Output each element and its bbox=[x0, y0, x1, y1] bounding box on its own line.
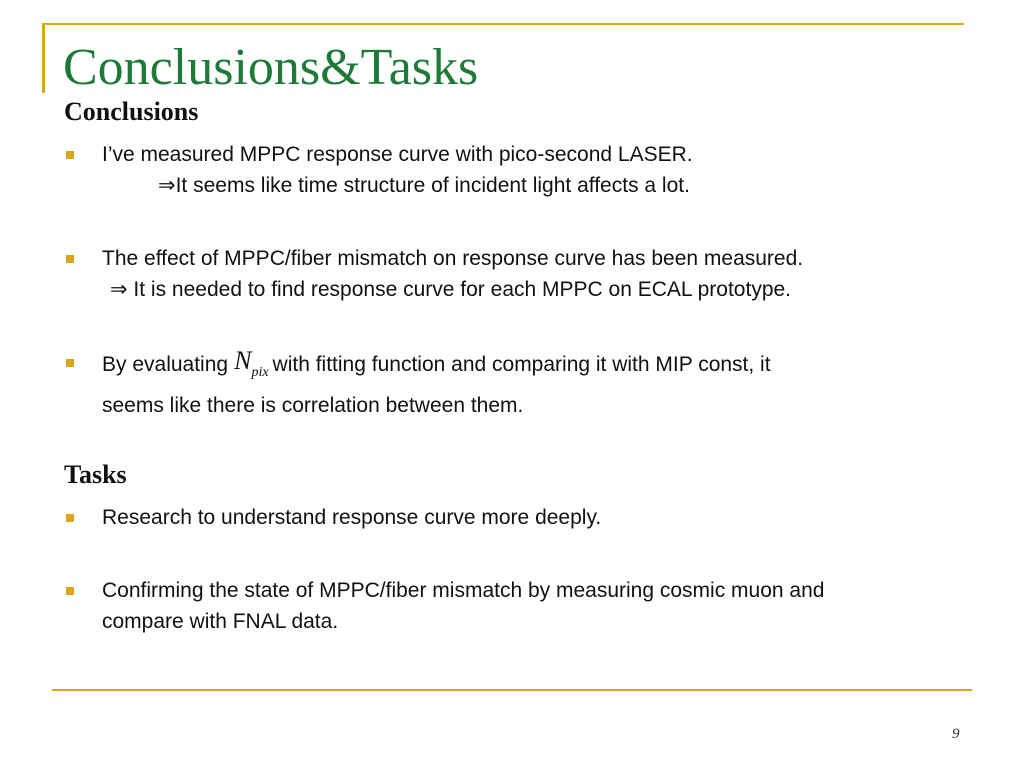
left-rule bbox=[42, 23, 45, 93]
math-subscript: pix bbox=[251, 365, 269, 380]
bullet-line: I’ve measured MPPC response curve with pico-second LASER. bbox=[102, 143, 693, 166]
top-rule bbox=[42, 23, 964, 25]
bullet-text-after-math: with fitting function and comparing it with MIP const, it bbox=[272, 353, 771, 376]
bullet-square-icon bbox=[66, 514, 74, 522]
slide-title: Conclusions&Tasks bbox=[63, 39, 479, 96]
bullet-text bbox=[102, 139, 992, 201]
bullet-square-icon bbox=[66, 255, 74, 263]
page-number: 9 bbox=[952, 726, 960, 742]
bottom-rule bbox=[52, 689, 972, 691]
bullet-line: seems like there is correlation between them. bbox=[102, 394, 524, 417]
bullet-line: compare with FNAL data. bbox=[102, 610, 339, 633]
math-variable: N bbox=[234, 346, 252, 375]
bullet-square-icon bbox=[66, 151, 74, 159]
bullet-line bbox=[102, 347, 992, 390]
bullet-implication-line: ⇒It seems like time structure of incident light affects a lot. bbox=[158, 174, 690, 197]
bullet-square-icon bbox=[66, 359, 74, 367]
bullet-text bbox=[102, 575, 992, 637]
bullet-line: Research to understand response curve more deeply. bbox=[102, 506, 602, 529]
bullet-text bbox=[102, 347, 992, 421]
bullet-text bbox=[102, 243, 992, 305]
bullet-square-icon bbox=[66, 587, 74, 595]
npix-math-symbol bbox=[228, 346, 272, 380]
tasks-heading: Tasks bbox=[64, 460, 127, 489]
conclusions-heading: Conclusions bbox=[64, 97, 199, 126]
bullet-implication-line: ⇒ It is needed to find response curve for each MPPC on ECAL prototype. bbox=[110, 278, 792, 301]
bullet-text bbox=[102, 502, 992, 533]
bullet-line: The effect of MPPC/fiber mismatch on response curve has been measured. bbox=[102, 247, 804, 270]
bullet-text-before-math: By evaluating bbox=[102, 353, 229, 376]
bullet-line: Confirming the state of MPPC/fiber mismatch by measuring cosmic muon and bbox=[102, 579, 825, 602]
